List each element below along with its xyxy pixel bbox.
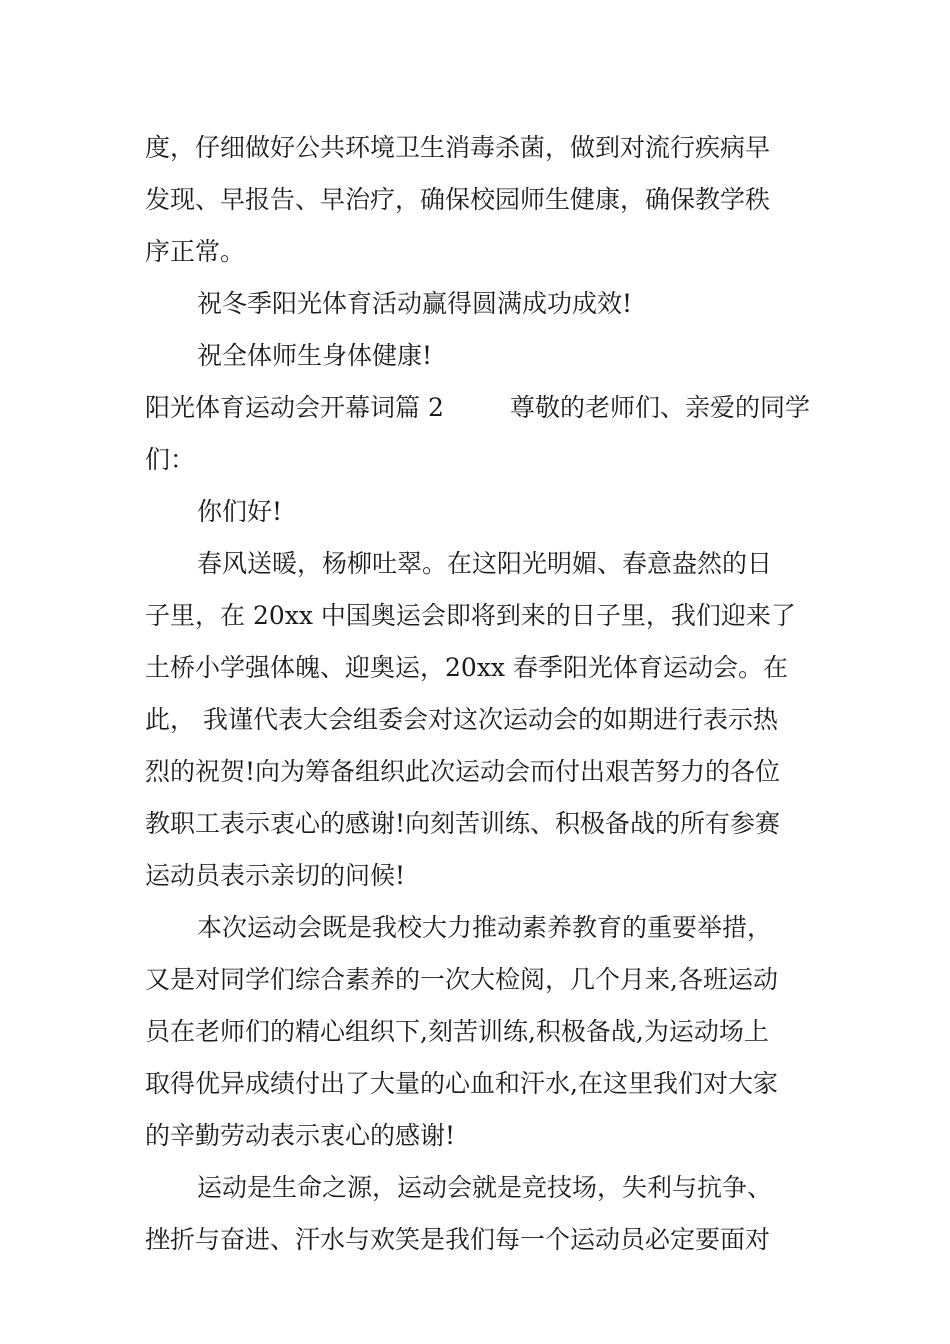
text-line: 你们好! (197, 497, 283, 526)
paragraph-line: 教职工表示衷心的感谢!向刻苦训练、积极备战的所有参赛 (145, 809, 781, 838)
text-line: 度，仔细做好公共环境卫生消毒杀菌，做到对流行疾病早 (145, 133, 771, 162)
paragraph-line: 本次运动会既是我校大力推动素养教育的重要举措， (197, 913, 773, 942)
document-body (145, 122, 810, 1266)
paragraph-line: 员在老师们的精心组织下,刻苦训练,积极备战,为运动场上 (145, 1017, 769, 1046)
paragraph-line: 运动员表示亲切的问候! (145, 861, 406, 890)
text-line: 序正常。 (145, 237, 246, 266)
greeting-start: 尊敬的老师们、亲爱的同学 (509, 393, 810, 422)
paragraph-line: 又是对同学们综合素养的一次大检阅，几个月来,各班运动 (145, 965, 778, 994)
text-line: 发现、早报告、早治疗，确保校园师生健康，确保教学秩 (145, 185, 771, 214)
text-line: 祝全体师生身体健康! (197, 341, 433, 370)
paragraph-line: 的辛勤劳动表示衷心的感谢! (145, 1121, 456, 1150)
paragraph-line: 运动是生命之源，运动会就是竞技场，失利与抗争、 (197, 1173, 773, 1202)
section-title: 阳光体育运动会开幕词篇 2 (145, 393, 444, 422)
paragraph-line: 挫折与奋进、汗水与欢笑是我们每一个运动员必定要面对 (145, 1225, 771, 1254)
paragraph-line: 土桥小学强体魄、迎奥运，20xx 春季阳光体育运动会。在 (145, 653, 788, 682)
text-line: 们： (145, 445, 196, 474)
section-heading-line (145, 382, 810, 434)
paragraph-line: 取得优异成绩付出了大量的心血和汗水,在这里我们对大家 (145, 1069, 778, 1098)
paragraph-line: 烈的祝贺!向为筹备组织此次运动会而付出艰苦努力的各位 (145, 757, 781, 786)
paragraph-line: 子里，在 20xx 中国奥运会即将到来的日子里，我们迎来了 (145, 601, 796, 630)
paragraph-line: 此， 我谨代表大会组委会对这次运动会的如期进行表示热 (145, 705, 778, 734)
text-line: 祝冬季阳光体育活动赢得圆满成功成效! (197, 289, 633, 318)
paragraph-line: 春风送暖，杨柳吐翠。在这阳光明媚、春意盎然的日 (197, 549, 773, 578)
